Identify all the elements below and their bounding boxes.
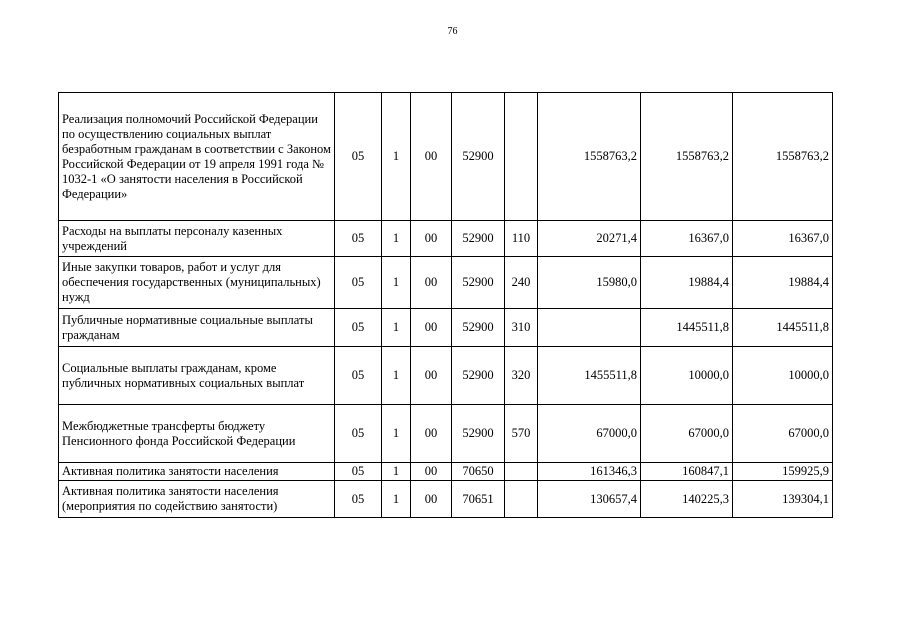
subsection-code: 1 [382, 463, 411, 481]
amount-year-1: 15980,0 [538, 257, 641, 309]
subsection-code: 1 [382, 405, 411, 463]
expense-kind-code: 110 [505, 221, 538, 257]
table-row [59, 257, 833, 309]
section-code: 05 [335, 481, 382, 518]
amount-year-1: 161346,3 [538, 463, 641, 481]
amount-year-2: 160847,1 [641, 463, 733, 481]
amount-year-1: 67000,0 [538, 405, 641, 463]
table-row [59, 221, 833, 257]
amount-year-1: 1455511,8 [538, 347, 641, 405]
target-item-code: 52900 [452, 347, 505, 405]
amount-year-2: 1445511,8 [641, 309, 733, 347]
table-body [59, 93, 833, 518]
amount-year-2: 10000,0 [641, 347, 733, 405]
subsection-code: 1 [382, 221, 411, 257]
program-code: 00 [411, 257, 452, 309]
subsection-code: 1 [382, 257, 411, 309]
expense-kind-code [505, 463, 538, 481]
target-item-code: 52900 [452, 221, 505, 257]
program-code: 00 [411, 463, 452, 481]
target-item-code: 52900 [452, 257, 505, 309]
amount-year-1: 20271,4 [538, 221, 641, 257]
amount-year-2: 16367,0 [641, 221, 733, 257]
program-code: 00 [411, 221, 452, 257]
target-item-code: 52900 [452, 309, 505, 347]
amount-year-3: 1558763,2 [733, 93, 833, 221]
table-row [59, 463, 833, 481]
subsection-code: 1 [382, 93, 411, 221]
expense-kind-code: 320 [505, 347, 538, 405]
amount-year-1: 1558763,2 [538, 93, 641, 221]
amount-year-3: 19884,4 [733, 257, 833, 309]
table-row [59, 405, 833, 463]
expense-kind-code: 240 [505, 257, 538, 309]
section-code: 05 [335, 405, 382, 463]
section-code: 05 [335, 257, 382, 309]
target-item-code: 70650 [452, 463, 505, 481]
row-name: Реализация полномочий Российской Федерации по осуществлению социальных выплат безработным гражданам в соответствии с Законом Российской Федерации от 19 апреля 1991 года № 1032-1 «О занятости населения в Российской Федерации» [59, 93, 335, 221]
program-code: 00 [411, 309, 452, 347]
expense-kind-code [505, 93, 538, 221]
section-code: 05 [335, 93, 382, 221]
amount-year-3: 67000,0 [733, 405, 833, 463]
program-code: 00 [411, 481, 452, 518]
program-code: 00 [411, 347, 452, 405]
table-row [59, 347, 833, 405]
subsection-code: 1 [382, 347, 411, 405]
amount-year-3: 139304,1 [733, 481, 833, 518]
row-name: Активная политика занятости населения (мероприятия по содействию занятости) [59, 481, 335, 518]
amount-year-1: 130657,4 [538, 481, 641, 518]
amount-year-2: 67000,0 [641, 405, 733, 463]
amount-year-3: 159925,9 [733, 463, 833, 481]
row-name: Активная политика занятости населения [59, 463, 335, 481]
row-name: Расходы на выплаты персоналу казенных учреждений [59, 221, 335, 257]
row-name: Межбюджетные трансферты бюджету Пенсионного фонда Российской Федерации [59, 405, 335, 463]
expense-kind-code: 570 [505, 405, 538, 463]
amount-year-3: 16367,0 [733, 221, 833, 257]
section-code: 05 [335, 309, 382, 347]
program-code: 00 [411, 93, 452, 221]
section-code: 05 [335, 347, 382, 405]
amount-year-2: 1558763,2 [641, 93, 733, 221]
amount-year-2: 140225,3 [641, 481, 733, 518]
amount-year-2: 19884,4 [641, 257, 733, 309]
amount-year-3: 10000,0 [733, 347, 833, 405]
table-row [59, 481, 833, 518]
target-item-code: 52900 [452, 93, 505, 221]
expense-kind-code [505, 481, 538, 518]
table-row [59, 309, 833, 347]
program-code: 00 [411, 405, 452, 463]
section-code: 05 [335, 463, 382, 481]
target-item-code: 70651 [452, 481, 505, 518]
subsection-code: 1 [382, 481, 411, 518]
expense-kind-code: 310 [505, 309, 538, 347]
table-row [59, 93, 833, 221]
section-code: 05 [335, 221, 382, 257]
page-number: 76 [447, 26, 458, 37]
amount-year-3: 1445511,8 [733, 309, 833, 347]
target-item-code: 52900 [452, 405, 505, 463]
row-name: Иные закупки товаров, работ и услуг для обеспечения государственных (муниципальных) нужд [59, 257, 335, 309]
row-name: Публичные нормативные социальные выплаты гражданам [59, 309, 335, 347]
row-name: Социальные выплаты гражданам, кроме публичных нормативных социальных выплат [59, 347, 335, 405]
amount-year-1 [538, 309, 641, 347]
subsection-code: 1 [382, 309, 411, 347]
budget-table [58, 92, 833, 518]
